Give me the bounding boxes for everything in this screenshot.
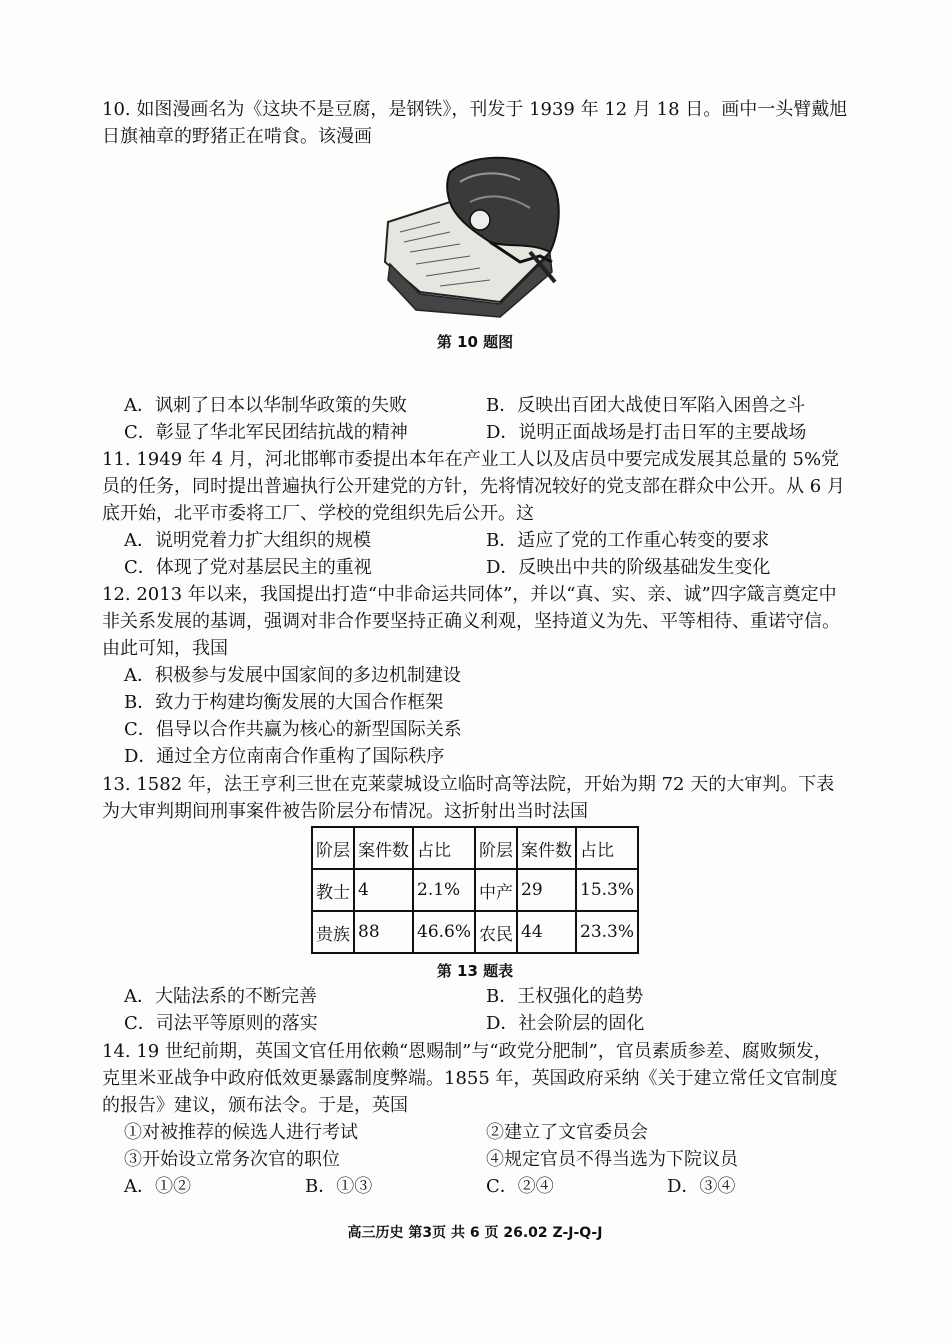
page-footer: 高三历史 第3页 共 6 页 26.02 Z-J-Q-J: [347, 1225, 603, 1241]
table-row: [312, 869, 638, 911]
question-13: [102, 771, 848, 825]
table-cell: 农民: [475, 911, 517, 953]
option-d[interactable]: D．③④: [667, 1176, 736, 1197]
option-a[interactable]: A．说明党着力扩大组织的规模: [124, 530, 371, 551]
option-c[interactable]: C．②④: [486, 1176, 554, 1197]
option-a[interactable]: A．①②: [124, 1176, 191, 1197]
option-d[interactable]: D．说明正面战场是打击日军的主要战场: [486, 422, 807, 443]
table-header-cell: 占比: [413, 827, 475, 869]
option-a[interactable]: A．讽刺了日本以华制华政策的失败: [124, 395, 407, 416]
statement-2: ②建立了文官委员会: [486, 1122, 648, 1143]
table-cell: 2.1%: [413, 869, 475, 911]
question-14-stem: 14. 19 世纪前期，英国文官任用依赖“恩赐制”与“政党分肥制”，官员素质参差、腐败频发，克里米亚战争中政府低效更暴露制度弊端。1855 年，英国政府采纳《关于建立常任文官制度的报告》建议，颁布法令。于是，英国: [102, 1041, 838, 1116]
question-14: [102, 1038, 848, 1200]
table-cell: 88: [354, 911, 413, 953]
option-b[interactable]: B．致力于构建均衡发展的大国合作框架: [124, 692, 444, 713]
option-d[interactable]: D．社会阶层的固化: [486, 1013, 645, 1034]
option-c[interactable]: C．倡导以合作共赢为核心的新型国际关系: [124, 719, 462, 740]
table-cell: 23.3%: [576, 911, 638, 953]
option-b[interactable]: B．①③: [305, 1176, 373, 1197]
option-b[interactable]: B．王权强化的趋势: [486, 986, 644, 1007]
table-cell: 29: [517, 869, 576, 911]
option-c[interactable]: C．彰显了华北军民团结抗战的精神: [124, 422, 408, 443]
question-13-stem: 13. 1582 年，法王亨利三世在克莱蒙城设立临时高等法院，开始为期 72 天的大审判。下表为大审判期间刑事案件被告阶层分布情况。这折射出当时法国: [102, 774, 835, 822]
statement-4: ④规定官员不得当选为下院议员: [486, 1149, 738, 1170]
option-a[interactable]: A．大陆法系的不断完善: [124, 986, 317, 1007]
table-header-cell: 案件数: [354, 827, 413, 869]
table-header-cell: 案件数: [517, 827, 576, 869]
table-cell: 46.6%: [413, 911, 475, 953]
table-header-cell: 占比: [576, 827, 638, 869]
option-b[interactable]: B．反映出百团大战使日军陷入困兽之斗: [486, 395, 806, 416]
question-12-stem: 12. 2013 年以来，我国提出打造“中非命运共同体”，并以“真、实、亲、诚”四字箴言奠定中非关系发展的基调，强调对非合作要坚持正确义利观，坚持道义为先、平等相待、重诺守信。由此可知，我国: [102, 584, 840, 659]
question-13-options: [102, 983, 848, 1037]
table-cell: 教士: [312, 869, 354, 911]
question-12: [102, 581, 848, 770]
table-cell: 中产: [475, 869, 517, 911]
table-cell: 4: [354, 869, 413, 911]
question-10-stem: 10. 如图漫画名为《这块不是豆腐，是钢铁》，刊发于 1939 年 12 月 18 日。画中一头臂戴旭日旗袖章的野猪正在啃食。该漫画: [102, 99, 848, 147]
option-c[interactable]: C．司法平等原则的落实: [124, 1013, 318, 1034]
case-table: [311, 826, 639, 954]
table-cell: 15.3%: [576, 869, 638, 911]
option-c[interactable]: C．体现了党对基层民主的重视: [124, 557, 372, 578]
question-10: [102, 96, 848, 150]
option-a[interactable]: A．积极参与发展中国家间的多边机制建设: [124, 665, 461, 686]
table-row: [312, 827, 638, 869]
table-13-caption: 第 13 题表: [436, 962, 514, 980]
question-11-stem: 11. 1949 年 4 月，河北邯郸市委提出本年在产业工人以及店员中要完成发展其总量的 5%党员的任务，同时提出普遍执行公开建党的方针，先将情况较好的党支部在群众中公开。从 6 月底开始，北平市委将工厂、学校的党组织先后公开。这: [102, 449, 845, 524]
statement-3: ③开始设立常务次官的职位: [124, 1149, 340, 1170]
option-d[interactable]: D．通过全方位南南合作重构了国际秩序: [124, 746, 445, 767]
statement-1: ①对被推荐的候选人进行考试: [124, 1122, 358, 1143]
option-b[interactable]: B．适应了党的工作重心转变的要求: [486, 530, 770, 551]
question-11: [102, 446, 848, 581]
table-header-cell: 阶层: [312, 827, 354, 869]
option-d[interactable]: D．反映出中共的阶级基础发生变化: [486, 557, 771, 578]
table-row: [312, 911, 638, 953]
question-10-options: [102, 392, 848, 446]
figure-10-caption: 第 10 题图: [436, 333, 514, 351]
table-header-cell: 阶层: [475, 827, 517, 869]
table-cell: 44: [517, 911, 576, 953]
cartoon-image: [380, 152, 572, 322]
table-cell: 贵族: [312, 911, 354, 953]
